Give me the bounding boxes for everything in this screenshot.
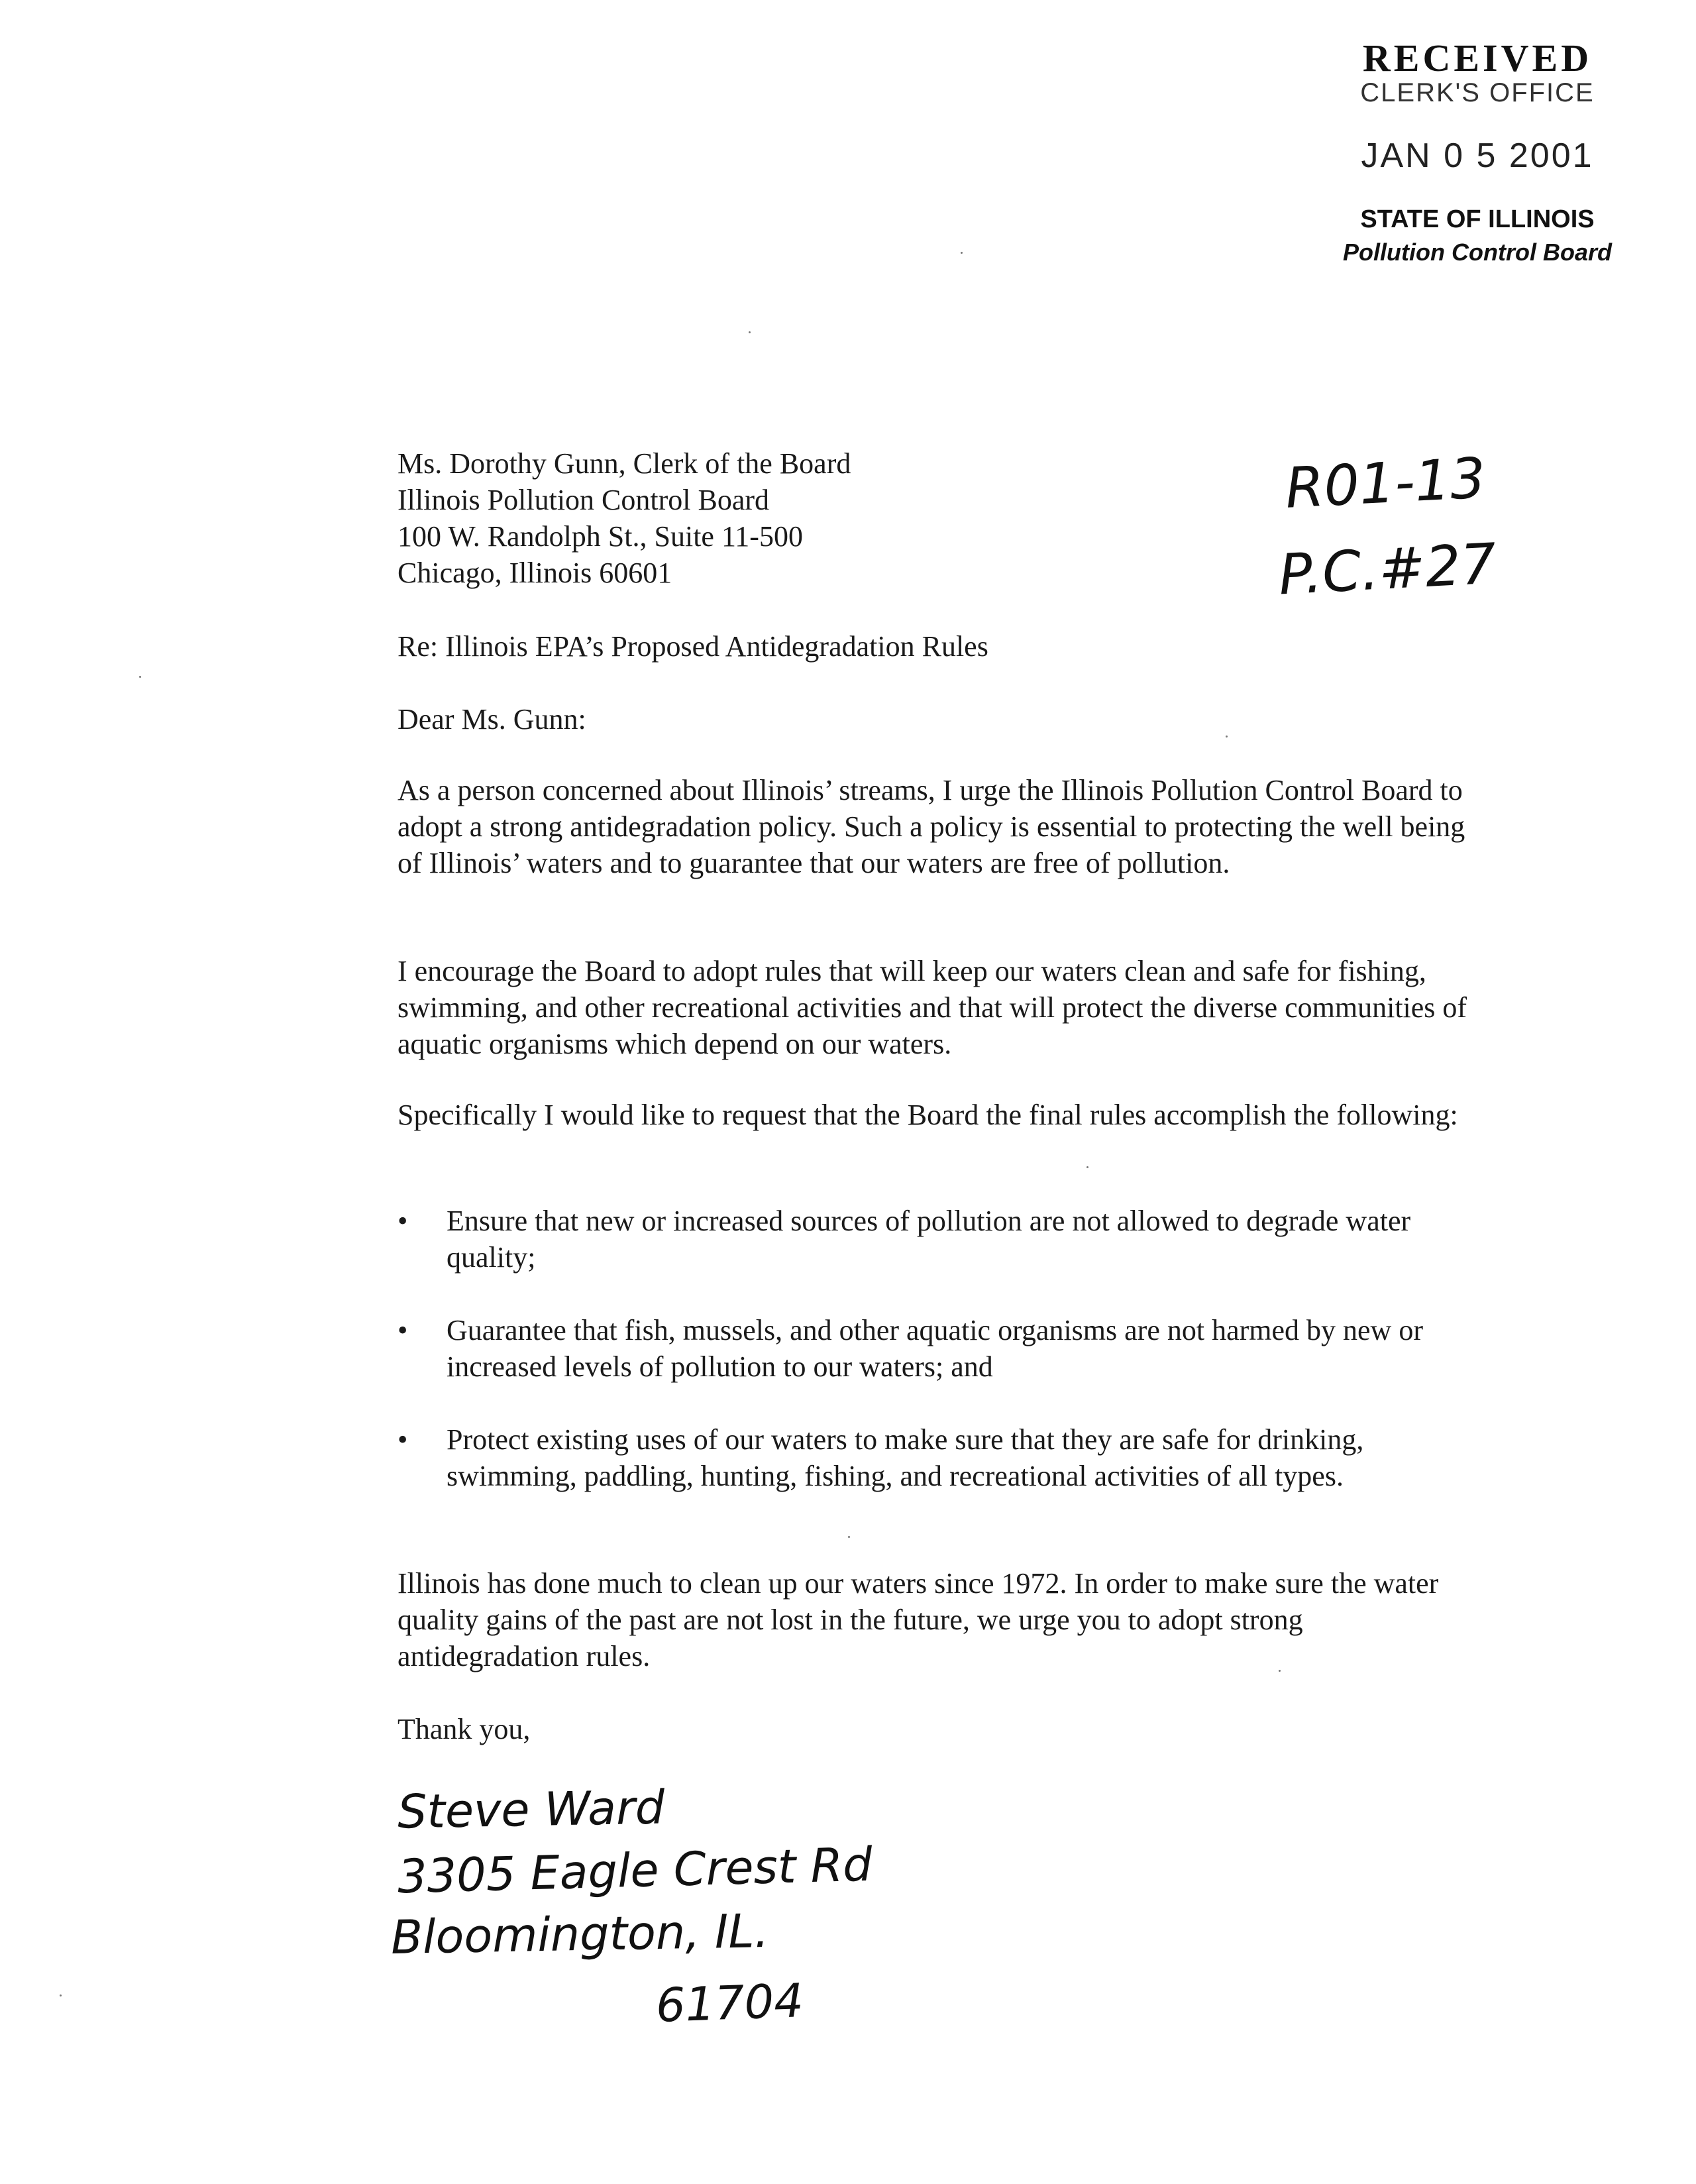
scan-speck [848,1536,850,1538]
recipient-street: 100 W. Randolph St., Suite 11-500 [398,520,803,553]
scan-speck [139,676,141,678]
signature-name: Steve Ward [397,1780,665,1839]
paragraph: As a person concerned about Illinois’ streams, I urge the Illinois Pollution Control Board to adopt a strong antidegradation policy. Such a policy is essential to protecting the well being of Illinois’ waters and to guarantee that our waters are free of pollution. [398,774,1465,879]
signature-city: Bloomington, IL. [390,1904,770,1965]
list-item-text: Guarantee that fish, mussels, and other aquatic organisms are not harmed by new or increased levels of pollution to our waters; and [447,1314,1423,1383]
recipient-name: Ms. Dorothy Gunn, Clerk of the Board [398,447,851,480]
stamp-state: STATE OF ILLINOIS [1360,205,1595,233]
stamp-office-text: CLERK'S OFFICE [1360,78,1595,107]
closing-paragraph: Illinois has done much to clean up our waters since 1972. In order to make sure the water quality gains of the past are not lost in the future, we urge you to adopt strong antidegradation rules. [398,1567,1439,1672]
paragraph: Specifically I would like to request that the Board the final rules accomplish the following: [398,1099,1458,1131]
scan-speck [961,252,963,254]
handwritten-signature [391,1782,934,2061]
bullet-icon: • [398,1314,408,1346]
stamp-received-text: RECEIVED [1362,36,1593,80]
scan-speck [1086,1166,1088,1168]
bullet-icon: • [398,1205,408,1237]
recipient-address [398,445,1259,591]
stamp-date: JAN 0 5 2001 [1361,136,1594,175]
subject-line: Re: Illinois EPA’s Proposed Antidegradation Rules [398,630,988,663]
recipient-city: Chicago, Illinois 60601 [398,557,672,589]
closing-line: Thank you, [398,1713,531,1745]
received-stamp [1298,27,1643,285]
recipient-organization: Illinois Pollution Control Board [398,484,770,516]
signature-zip: 61704 [655,1973,805,2033]
docket-public-comment: P.C.#27 [1277,531,1498,608]
docket-case-number: R01-13 [1283,445,1487,521]
stamp-board: Pollution Control Board [1343,239,1612,266]
list-item-text: Protect existing uses of our waters to make sure that they are safe for drinking, swimming, paddling, hunting, fishing, and recreational activities of all types. [447,1423,1364,1492]
bullet-icon: • [398,1423,408,1456]
scan-speck [60,1994,62,1996]
scan-speck [1279,1670,1281,1672]
scan-speck [749,331,751,333]
salutation: Dear Ms. Gunn: [398,703,586,736]
signature-street: 3305 Eagle Crest Rd [397,1837,873,1904]
list-item-text: Ensure that new or increased sources of pollution are not allowed to degrade water quality; [447,1205,1411,1274]
scan-speck [1226,736,1228,737]
paragraph: I encourage the Board to adopt rules that will keep our waters clean and safe for fishing, swimming, and other recreational activities and that will protect the diverse communities of aquatic organisms which depend on our waters. [398,955,1467,1060]
